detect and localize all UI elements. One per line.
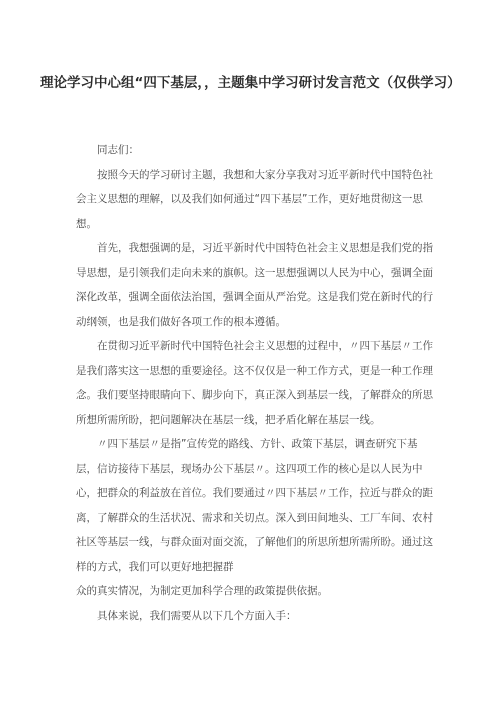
document-body <box>76 138 436 628</box>
paragraph-4-continued: 众的真实情况，为制定更加科学合理的政策提供依据。 <box>76 585 328 597</box>
salutation: 同志们： <box>97 144 139 156</box>
paragraph-1: 按照今天的学习研讨主题，我想和大家分享我对习近平新时代中国特色社会主义思想的理解，以及我们如何通过“四下基层”工作，更好地贯彻这一思想。 <box>76 168 433 230</box>
paragraph-3: 在贯彻习近平新时代中国特色社会主义思想的过程中，〃四下基层〃工作是我们落实这一思想的重要途径。这不仅仅是一种工作方式，更是一种工作理念。我们要坚持眼睛向下、脚步向下，真正深入到基层一线，了解群众的所思所想所需所盼，把问题解决在基层一线，把矛盾化解在基层一线。 <box>76 340 433 426</box>
paragraph-5: 具体来说，我们需要从以下几个方面入手： <box>97 609 297 622</box>
document-title: 理论学习中心组“四下基层，，主题集中学习研讨发言范文（仅供学习） <box>40 75 461 91</box>
paragraph-2: 首先，我想强调的是，习近平新时代中国特色社会主义思想是我们党的指导思想，是引领我们走向未来的旗帜。这一思想强调以人民为中心，强调全面深化改革，强调全面依法治国，强调全面从严治党。这是我们党在新时代的行动纲领，也是我们做好各项工作的根本遵循。 <box>76 242 433 328</box>
paragraph-4: 〃四下基层〃是指”宣传党的路线、方针、政策下基层，调查研究下基层，信访接待下基层，现场办公下基层〃。这四项工作的核心是以人民为中心，把群众的利益放在首位。我们要通过〃四下基层〃工作，拉近与群众的距离，了解群众的生活状况、需求和关切点。深入到田间地头、工厂车间、农村社区等基层一线，与群众面对面交流，了解他们的所思所想所需所盼。通过这样的方式，我们可以更好地把握群 <box>76 438 433 573</box>
